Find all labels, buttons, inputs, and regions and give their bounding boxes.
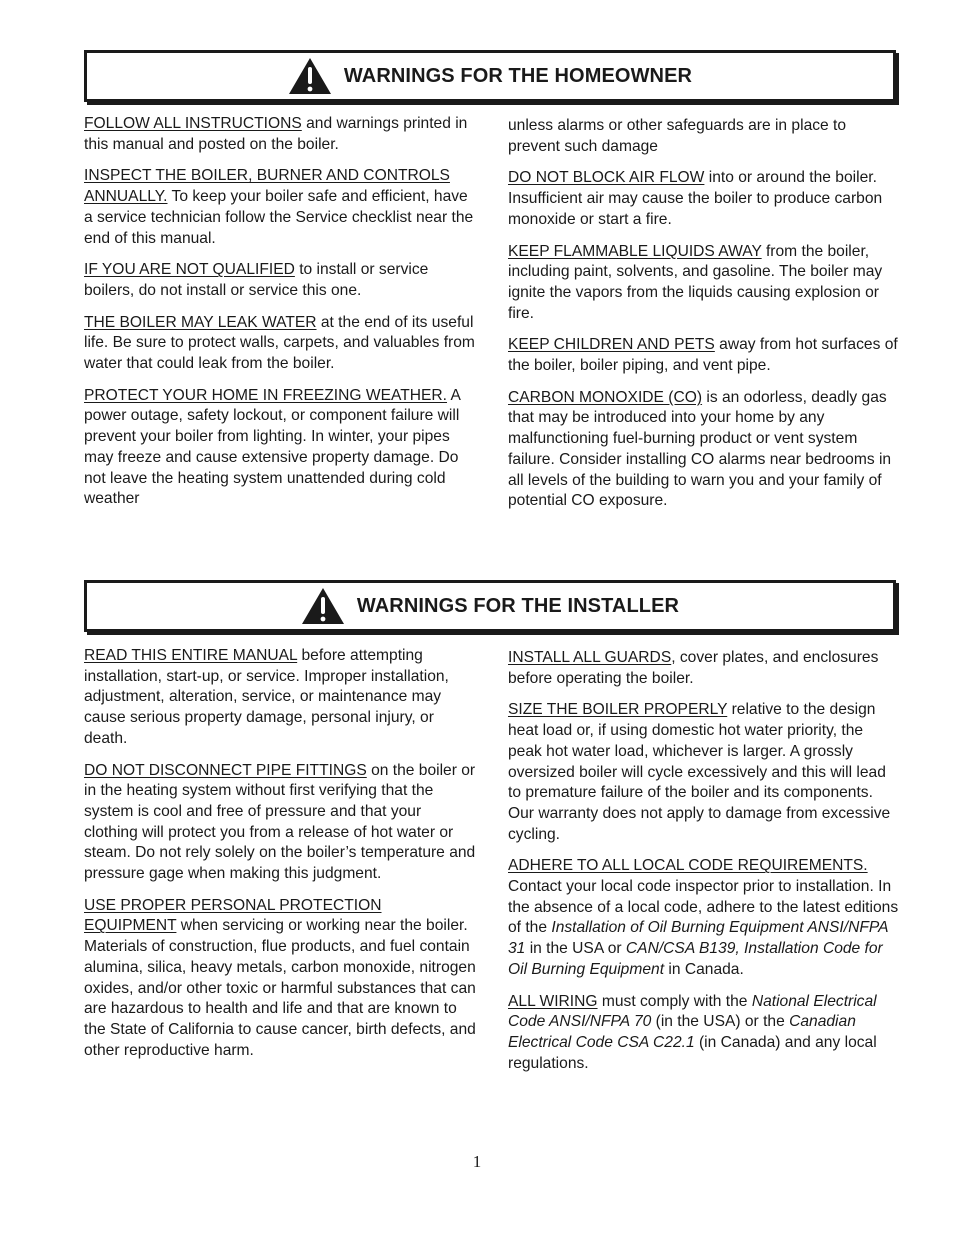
warning-paragraph — [84, 761, 476, 885]
warning-heading: DO NOT BLOCK AIR FLOW — [508, 169, 705, 187]
installer-warning-banner — [84, 580, 896, 632]
warning-heading: KEEP CHILDREN AND PETS — [508, 336, 715, 354]
warning-heading: IF YOU ARE NOT QUALIFIED — [84, 261, 295, 279]
warning-body: at the end of its useful life. Be sure to protect walls, carpets, and valuables from water that could leak from the boiler. — [84, 313, 475, 373]
warning-body: on the boiler or in the heating system without first verifying that the system is cool and free of pressure and that your clothing will protect you from a release of hot water or steam. Do not rely solely on the boiler’s temperature and pressure gage when making this judgment. — [84, 761, 476, 883]
warning-heading: USE PROPER PERSONAL PROTECTION EQUIPMENT — [84, 896, 382, 935]
code-reference: Canadian Electrical Code CSA C22.1 — [508, 1013, 856, 1051]
warning-body: (in the USA) or the — [651, 1013, 790, 1031]
warning-heading: PROTECT YOUR HOME IN FREEZING WEATHER. — [84, 386, 448, 404]
warning-paragraph — [84, 646, 476, 750]
warning-heading: DO NOT DISCONNECT PIPE FITTINGS — [84, 761, 367, 779]
warning-body: is an odorless, deadly gas that may be introduced into your home by any malfunctioning fuel-burning product or vent system failure. Consider installing CO alarms near bedrooms in all levels of the building to warn you and your family of potential CO exposure. — [508, 388, 892, 510]
homeowner-title: WARNINGS FOR THE HOMEOWNER — [343, 64, 693, 87]
warning-paragraph — [84, 114, 476, 155]
warning-body: , cover plates, and enclosures before operating the boiler. — [508, 649, 879, 687]
warning-paragraph — [84, 313, 476, 375]
warning-body: Contact your local code inspector prior to installation. In the absence of a local code, adhere to the latest editions of the — [508, 878, 899, 937]
code-reference: Installation of Oil Burning Equipment ANSI/NFPA 31 — [508, 919, 888, 958]
installer-left-column — [84, 646, 476, 1072]
homeowner-right-column — [508, 116, 900, 523]
warning-paragraph — [84, 166, 476, 249]
warning-body: must comply with the — [597, 992, 752, 1010]
warning-heading: INSPECT THE BOILER, BURNER AND CONTROLS ANNUALLY. — [84, 167, 450, 206]
warning-triangle-icon — [301, 587, 345, 625]
warning-body: before attempting installation, start-up, or service. Improper installation, adjustment, alteration, service, or maintenance may cause serious property damage, personal injury, or death. — [84, 647, 449, 747]
warning-heading: READ THIS ENTIRE MANUAL — [84, 647, 298, 664]
warning-heading: FOLLOW ALL INSTRUCTIONS — [84, 115, 302, 132]
warning-body: and warnings printed in this manual and posted on the boiler. — [84, 115, 468, 153]
warning-paragraph — [84, 260, 476, 301]
code-reference: CAN/CSA B139, Installation Code for Oil Burning Equipment — [508, 940, 883, 978]
homeowner-left-column — [84, 114, 476, 521]
warning-paragraph — [84, 896, 476, 1062]
installer-title: WARNINGS FOR THE INSTALLER — [356, 594, 680, 617]
page-number: 1 — [472, 1152, 482, 1171]
warning-paragraph — [84, 386, 476, 510]
warning-body: when servicing or working near the boiler. Materials of construction, flue products, and fuel contain alumina, silica, heavy metals, carbon monoxide, nitrogen oxides, and/or other toxic or harmful substances that can are hazardous to health and life and that are known to the State of California to cause cancer, birth defects, and other reproductive harm. — [84, 917, 476, 1059]
warning-heading: CARBON MONOXIDE (CO) — [508, 388, 703, 406]
warning-paragraph — [508, 335, 900, 376]
warning-heading: INSTALL ALL GUARDS — [508, 649, 672, 666]
warning-heading: ALL WIRING — [508, 992, 598, 1010]
warning-paragraph — [508, 242, 900, 325]
warning-body: to install or service boilers, do not install or service this one. — [84, 261, 429, 299]
warning-triangle-icon — [288, 57, 332, 95]
warning-body: away from hot surfaces of the boiler, boiler piping, and vent pipe. — [508, 336, 898, 375]
homeowner-warning-banner — [84, 50, 896, 102]
wiring-paragraph — [508, 992, 900, 1075]
warning-heading: KEEP FLAMMABLE LIQUIDS AWAY — [508, 242, 762, 260]
warning-body: into or around the boiler. Insufficient air may cause the boiler to produce carbon monoxide or start a fire. — [508, 169, 883, 228]
warning-continuation: unless alarms or other safeguards are in place to prevent such damage — [508, 117, 847, 155]
warning-paragraph — [508, 168, 900, 230]
installer-right-column — [508, 648, 900, 1085]
warning-body: in the USA or — [525, 940, 626, 958]
local-code-paragraph — [508, 856, 900, 980]
warning-paragraph — [508, 388, 900, 512]
warning-heading: SIZE THE BOILER PROPERLY — [508, 701, 728, 719]
warning-body: in Canada. — [664, 960, 744, 978]
warning-heading: ADHERE TO ALL LOCAL CODE REQUIREMENTS. — [508, 857, 868, 875]
warning-paragraph — [508, 700, 900, 845]
warning-body: relative to the design heat load or, if using domestic hot water priority, the peak hot water load, whichever is larger. A grossly oversized boiler will cycle excessively and this will lead to premature failure of the boiler and its components. Our warranty does not apply to damage from excessive cycling. — [508, 701, 891, 843]
warning-paragraph — [508, 648, 900, 689]
warning-body: A power outage, safety lockout, or component failure will prevent your boiler from lighting. In winter, your pipes may freeze and cause extensive property damage. Do not leave the heating system unattended during cold weather — [84, 386, 461, 508]
warning-heading: THE BOILER MAY LEAK WATER — [84, 313, 317, 331]
warning-body: To keep your boiler safe and efficient, have a service technician follow the Service checklist near the end of this manual. — [84, 188, 474, 247]
code-reference: National Electrical Code ANSI/NFPA 70 — [508, 992, 877, 1031]
warning-body: from the boiler, including paint, solvents, and gasoline. The boiler may ignite the vapors from the liquids causing explosion or fire. — [508, 242, 883, 322]
warning-body: (in Canada) and any local regulations. — [508, 1033, 877, 1072]
